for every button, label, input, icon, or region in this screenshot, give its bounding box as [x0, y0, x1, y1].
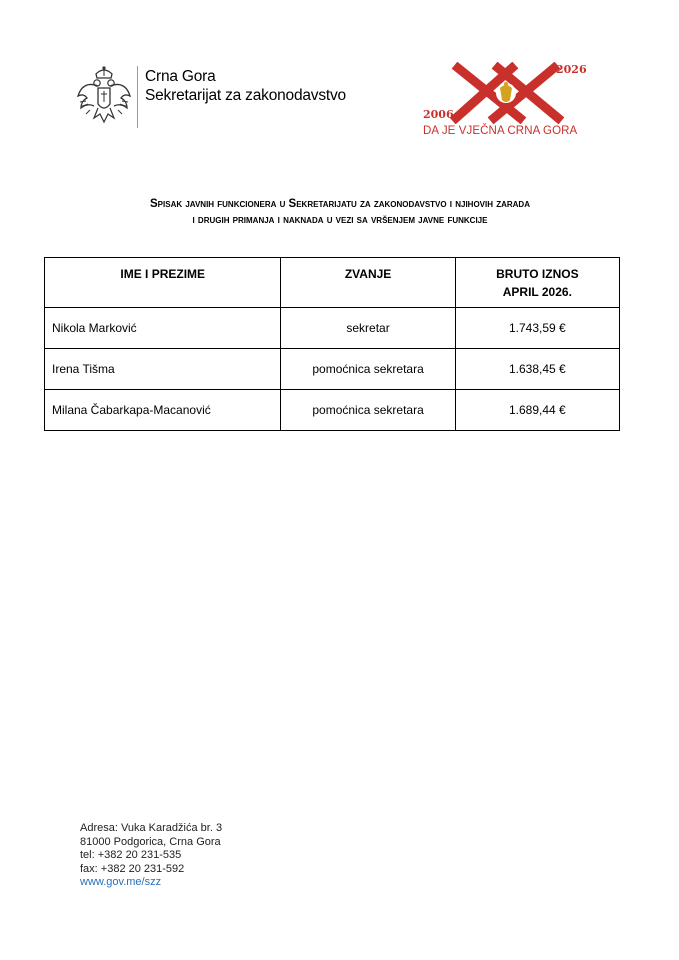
header-amount: [455, 258, 619, 308]
organization-header: [145, 67, 346, 105]
header-amount-line1: BRUTO IZNOS: [496, 267, 579, 281]
coat-of-arms-logo: [76, 64, 132, 130]
jubilee-year-start: 2006: [423, 108, 454, 121]
country-name: Crna Gora: [145, 68, 216, 85]
table-row: [45, 390, 620, 431]
jubilee-slogan: DA JE VJEČNA CRNA GORA: [423, 125, 578, 137]
header-title: ZVANJE: [281, 258, 455, 308]
table-row: [45, 349, 620, 390]
cell-name: Nikola Marković: [45, 308, 281, 349]
header-name: IME I PREZIME: [45, 258, 281, 308]
table-header-row: [45, 258, 620, 308]
cell-title: pomoćnica sekretara: [281, 390, 455, 431]
cell-amount: 1.638,45 €: [455, 349, 619, 390]
header-amount-line2: APRIL 2026.: [502, 285, 572, 299]
footer-fax: fax: +382 20 231-592: [80, 862, 185, 875]
footer-website-link[interactable]: www.gov.me/szz: [80, 876, 162, 888]
cell-name: Irena Tišma: [45, 349, 281, 390]
footer-contact: [80, 822, 222, 890]
footer-tel: tel: +382 20 231-535: [80, 849, 182, 861]
jubilee-year-end: 2026: [556, 63, 587, 76]
cell-title: pomoćnica sekretara: [281, 349, 455, 390]
cell-name: Milana Čabarkapa-Macanović: [45, 390, 281, 431]
footer-city: 81000 Podgorica, Crna Gora: [80, 835, 221, 848]
document-title-line1: Spisak javnih funkcionera u Sekretarijatu za zakonodavstvo i njihovih zarada: [150, 198, 530, 210]
table-row: [45, 308, 620, 349]
header-divider: [137, 66, 138, 128]
organization-name: Sekretarijat za zakonodavstvo: [145, 87, 346, 104]
footer-address: Adresa: Vuka Karadžića br. 3: [80, 822, 223, 834]
cell-amount: 1.689,44 €: [455, 390, 619, 431]
document-title-line2: i drugih primanja i naknada u vezi sa vršenjem javne funkcije: [192, 214, 488, 226]
cell-title: sekretar: [281, 308, 455, 349]
officials-salary-table: [44, 257, 620, 431]
jubilee-logo: [420, 62, 592, 142]
cell-amount: 1.743,59 €: [455, 308, 619, 349]
